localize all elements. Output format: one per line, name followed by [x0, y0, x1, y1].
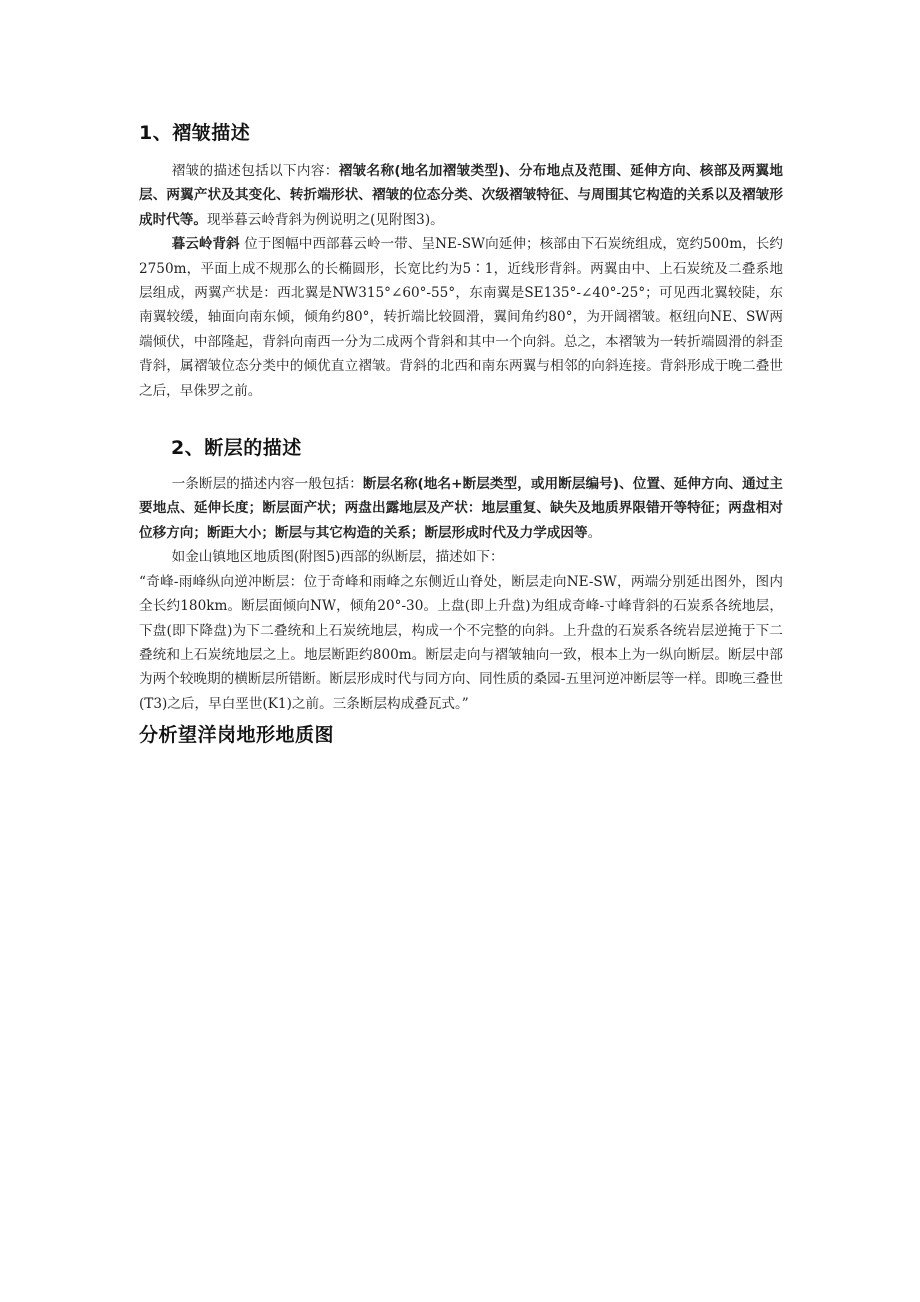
heading-fault-description: 2、断层的描述 [171, 437, 302, 460]
heading-map-analysis: 分析望洋岗地形地质图 [139, 724, 335, 747]
fault-example-intro: 如金山镇地区地质图(附图5)西部的纵断层，描述如下： [171, 549, 504, 566]
anticline-name: 暮云岭背斜 [171, 236, 240, 253]
document-content [139, 118, 783, 747]
fault-description-paragraph [139, 472, 783, 545]
heading-fold-description: 1、褶皱描述 [139, 122, 251, 144]
fault-tail-text: 。 [587, 524, 602, 541]
fault-example-quote: “奇峰-雨峰纵向逆冲断层：位于奇峰和雨峰之东侧近山脊处，断层走向NE-SW，两端分别延出图外，图内全长约180km。断层面倾向NW，倾角20°-30。上盘(即上升盘)为组成奇峰-寸峰背斜的石炭系各统地层，下盘(即下降盘)为下二叠统和上石炭统地层，构成一个不完整的向斜。上升盘的石炭系各统岩层逆掩于下二叠统和上石炭统地层之上。地层断距约800m。断层走向与褶皱轴向一致，根本上为一纵向断层。断层中部为两个较晚期的横断层所错断。断层形成时代与同方向、同性质的桑园-五里河逆冲断层等一样。即晚三叠世(T3)之后，早白垩世(K1)之前。三条断层构成叠瓦式。” [139, 573, 783, 712]
anticline-description: 位于图幅中西部暮云岭一带、呈NE-SW向延伸；核部由下石炭统组成，宽约500m，长约2750m，平面上成不规那么的长椭圆形，长宽比约为5∶1，近线形背斜。两翼由中、上石炭统及二叠系地层组成，两翼产状是：西北翼是NW315°∠60°-55°，东南翼是SE135°-∠40°-25°；可见西北翼较陡，东南翼较缓，轴面向南东倾，倾角约80°，转折端比较圆滑，翼间角约80°，为开阔褶皱。枢纽向NE、SW两端倾伏，中部隆起，背斜向南西一分为二成两个背斜和其中一个向斜。总之，本褶皱为一转折端圆滑的斜歪背斜，属褶皱位态分类中的倾优直立褶皱。背斜的北西和南东两翼与相邻的向斜连接。背斜形成于晚二叠世之后，早侏罗之前。 [139, 236, 783, 399]
fold-content-list: 褶皱名称(地名加褶皱类型)、分布地点及范围、延伸方向、核部及两翼地层、两翼产状及其变化、转折端形状、褶皱的位态分类、次级褶皱特征、与周围其它构造的关系以及褶皱形成时代等。 [139, 163, 783, 228]
fault-intro-text: 一条断层的描述内容一般包括： [171, 476, 363, 493]
fault-content-list: 断层名称(地名+断层类型，或用断层编号)、位置、延伸方向、通过主要地点、延伸长度；断层面产状；两盘出露地层及产状：地层重复、缺失及地质界限错开等特征；两盘相对位移方向；断距大小；断层与其它构造的关系；断层形成时代及力学成因等 [139, 476, 783, 541]
anticline-example-paragraph [139, 232, 783, 403]
fold-example-text: 现举暮云岭背斜为例说明之(见附图3)。 [206, 211, 444, 228]
fold-intro-text: 褶皱的描述包括以下内容： [171, 163, 339, 179]
fold-description-paragraph [139, 159, 783, 232]
